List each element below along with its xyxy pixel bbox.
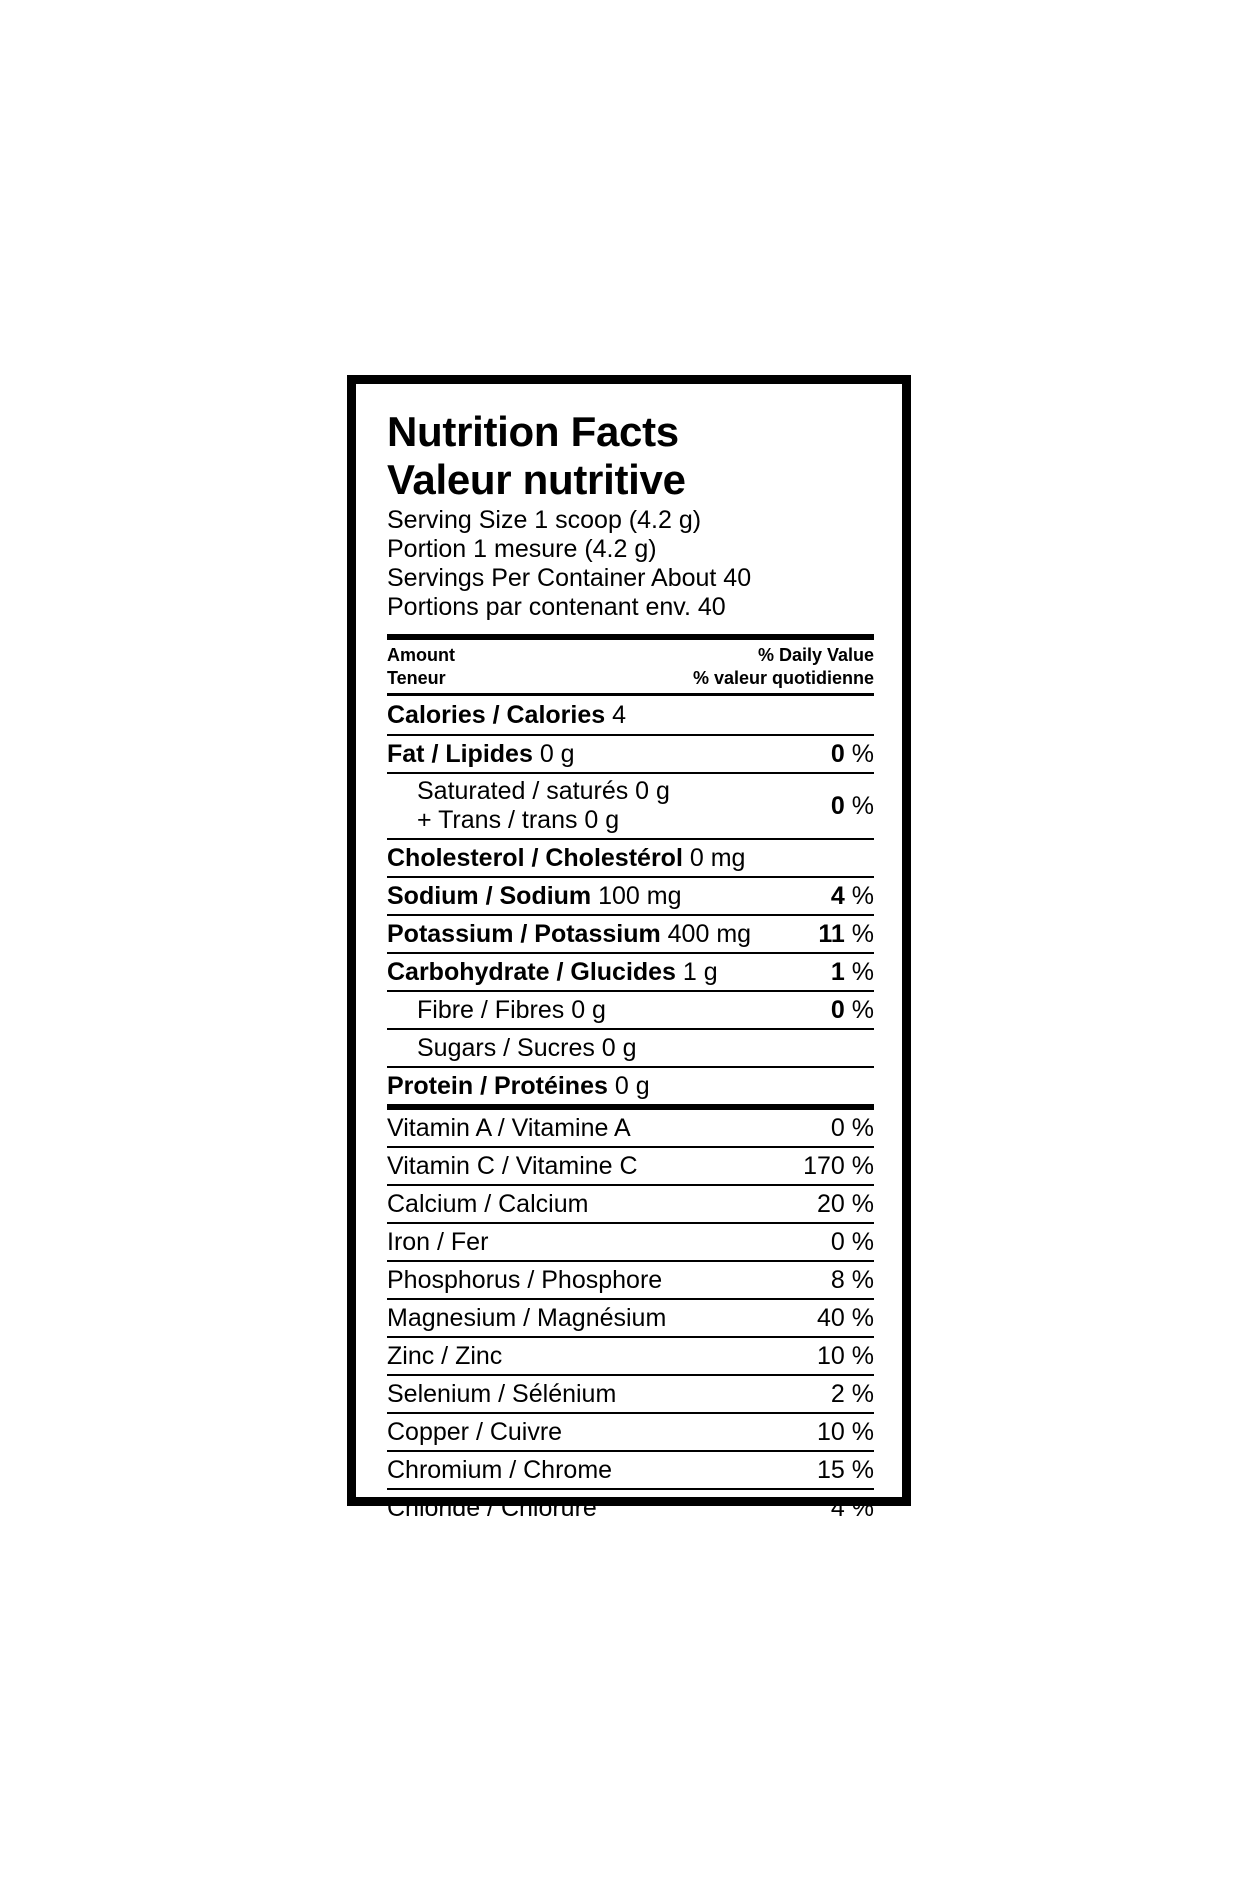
title-english: Nutrition Facts (387, 408, 679, 455)
cholesterol-label: Cholesterol / Cholestérol (387, 843, 683, 872)
vitamin-name: Copper / Cuivre (387, 1417, 563, 1446)
list-item (387, 1300, 874, 1338)
vitamin-dv: 4 % (830, 1493, 874, 1522)
potassium-dv: 11 (818, 919, 845, 948)
vitamin-name: Chloride / Chlorure (387, 1493, 597, 1522)
vitamin-name: Selenium / Sélénium (387, 1379, 617, 1408)
vitamin-dv: 10 % (817, 1417, 874, 1446)
potassium-row (387, 916, 874, 954)
protein-amount: 0 g (614, 1071, 650, 1100)
vitamin-name: Zinc / Zinc (387, 1341, 503, 1370)
vitamin-dv: 2 % (830, 1379, 874, 1408)
trans-label: + Trans / trans 0 g (417, 806, 620, 834)
calories-label: Calories / Calories (387, 700, 606, 729)
saturated-trans-dv-unit: % (844, 791, 874, 820)
carbohydrate-amount: 1 g (682, 957, 718, 986)
sodium-dv-unit: % (844, 881, 874, 910)
calories-amount: 4 (612, 700, 627, 729)
vitamin-dv: 170 % (803, 1151, 874, 1180)
vitamin-dv: 40 % (817, 1303, 874, 1332)
column-header (387, 640, 874, 693)
amount-header (387, 644, 455, 690)
saturated-label: Saturated / saturés 0 g (417, 777, 670, 805)
list-item (387, 1224, 874, 1262)
list-item (387, 1338, 874, 1376)
carbohydrate-dv: 1 (830, 957, 845, 986)
list-item (387, 1490, 874, 1526)
carbohydrate-dv-unit: % (844, 957, 874, 986)
vitamin-dv: 20 % (817, 1189, 874, 1218)
sugars-label: Sugars / Sucres 0 g (417, 1033, 637, 1062)
sodium-label: Sodium / Sodium (387, 881, 592, 910)
carbohydrate-row (387, 954, 874, 992)
list-item (387, 1148, 874, 1186)
fibre-dv-unit: % (844, 995, 874, 1024)
vitamin-dv: 0 % (830, 1227, 874, 1256)
vitamin-dv: 8 % (830, 1265, 874, 1294)
protein-row (387, 1068, 874, 1104)
potassium-dv-unit: % (844, 919, 874, 948)
amount-fr: Teneur (387, 668, 446, 688)
vitamin-name: Vitamin A / Vitamine A (387, 1113, 631, 1142)
potassium-amount: 400 mg (667, 919, 752, 948)
vitamin-dv: 15 % (817, 1455, 874, 1484)
serving-portion: Portion 1 mesure (4.2 g) (387, 535, 657, 563)
portions-per-container: Portions par contenant env. 40 (387, 593, 726, 621)
vitamin-dv: 0 % (830, 1113, 874, 1142)
amount-en: Amount (387, 645, 455, 665)
fat-dv: 0 (830, 739, 845, 768)
sugars-row (387, 1030, 874, 1068)
list-item (387, 1376, 874, 1414)
cholesterol-row (387, 840, 874, 878)
saturated-trans-dv: 0 (830, 791, 845, 820)
calories-row (387, 696, 874, 736)
vitamin-name: Chromium / Chrome (387, 1455, 613, 1484)
fat-label: Fat / Lipides (387, 739, 533, 768)
daily-value-header (693, 644, 874, 690)
nutrition-facts-label (347, 375, 911, 1522)
vitamins-list (387, 1110, 874, 1526)
dv-fr: % valeur quotidienne (692, 668, 874, 688)
serving-info (387, 506, 874, 622)
vitamin-name: Phosphorus / Phosphore (387, 1265, 663, 1294)
dv-en: % Daily Value (757, 645, 874, 665)
list-item (387, 1414, 874, 1452)
serving-size: Serving Size 1 scoop (4.2 g) (387, 506, 702, 534)
vitamin-name: Vitamin C / Vitamine C (387, 1151, 638, 1180)
sodium-row (387, 878, 874, 916)
list-item (387, 1452, 874, 1490)
sodium-amount: 100 mg (598, 881, 682, 910)
fibre-dv: 0 (830, 995, 845, 1024)
servings-per-container: Servings Per Container About 40 (387, 564, 752, 592)
fat-dv-unit: % (844, 739, 874, 768)
list-item (387, 1110, 874, 1148)
vitamin-dv: 10 % (817, 1341, 874, 1370)
title-french: Valeur nutritive (387, 456, 686, 503)
fat-row (387, 736, 874, 774)
saturated-trans-row (387, 774, 874, 840)
list-item (387, 1262, 874, 1300)
fibre-row (387, 992, 874, 1030)
carbohydrate-label: Carbohydrate / Glucides (387, 957, 676, 986)
potassium-label: Potassium / Potassium (387, 919, 661, 948)
vitamin-name: Iron / Fer (387, 1227, 489, 1256)
fat-amount: 0 g (539, 739, 575, 768)
vitamin-name: Calcium / Calcium (387, 1189, 589, 1218)
vitamin-name: Magnesium / Magnésium (387, 1303, 667, 1332)
list-item (387, 1186, 874, 1224)
fibre-label: Fibre / Fibres 0 g (417, 995, 606, 1024)
protein-label: Protein / Protéines (387, 1071, 608, 1100)
sodium-dv: 4 (830, 881, 845, 910)
cholesterol-amount: 0 mg (689, 843, 746, 872)
